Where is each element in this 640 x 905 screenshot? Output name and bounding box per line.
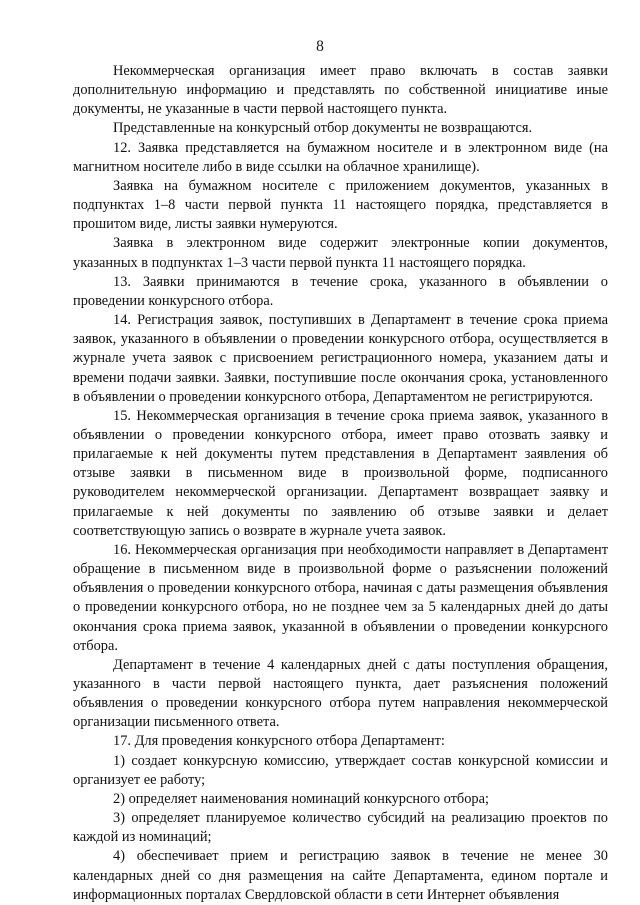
paragraph: 4) обеспечивает прием и регистрацию заявок в течение не менее 30 календарных дней со дня размещения на сайте Департамента, едином портале и информационных порталах Свердловской области в сети Интернет объявления [73,848,608,903]
paragraph: 14. Регистрация заявок, поступивших в Департамент в течение срока приема заявок, указанного в объявлении о проведении конкурсного отбора, осуществляется в журнале учета заявок с присвоением регистрационного номера, указанием даты и времени подачи заявки. Заявки, поступившие после окончания срока, установленного в объявлении о проведении конкурсного отбора, Департаментом не регистрируются. [73,312,608,405]
document-body [73,62,608,905]
paragraph: 2) определяет наименования номинаций конкурсного отбора; [113,790,490,807]
paragraph: Департамент в течение 4 календарных дней с даты поступления обращения, указанного в части первой настоящего пункта, дает разъяснения положений объявления о проведении конкурсного отбора путем направления некоммерческой организации письменного ответа. [73,656,608,731]
paragraph: Заявка в электронном виде содержит электронные копии документов, указанных в подпунктах 1–3 части первой пункта 11 настоящего порядка. [73,235,608,271]
paragraph: Заявка на бумажном носителе с приложением документов, указанных в подпунктах 1–8 части первой пункта 11 настоящего порядка, представляется в прошитом виде, листы заявки нумеруются. [73,177,608,233]
paragraph: 12. Заявка представляется на бумажном носителе и в электронном виде (на магнитном носителе либо в виде ссылки на облачное хранилище). [73,139,608,175]
paragraph: 17. Для проведения конкурсного отбора Департамент: [113,733,445,750]
paragraph: 15. Некоммерческая организация в течение срока приема заявок, указанного в объявлении о проведении конкурсного отбора, имеет право отозвать заявку и прилагаемые к ней документы путем представления в Департамент заявления об отзыве заявки в письменном виде в произвольной форме, подписанного руководителем некоммерческой организации. Департамент возвращает заявку и прилагаемые к ней документы по заявлению об отзыве заявки и делает соответствующую запись о возврате в журнале учета заявок. [73,407,608,539]
paragraph: Некоммерческая организация имеет право включать в состав заявки дополнительную информацию и представлять по собственной инициативе иные документы, не указанные в части первой настоящего пункта. [73,63,608,118]
paragraph: Представленные на конкурсный отбор документы не возвращаются. [113,120,533,137]
paragraph: 3) определяет планируемое количество субсидий на реализацию проектов по каждой из номинаций; [73,810,608,846]
paragraph: 16. Некоммерческая организация при необходимости направляет в Департамент обращение в письменном виде в произвольной форме о разъяснении положений объявления о проведении конкурсного отбора, начиная с даты размещения объявления о проведении конкурсного отбора, но не позднее чем за 5 календарных дней до даты окончания срока приема заявок, указанной в объявлении о проведении конкурсного отбора. [73,541,608,654]
paragraph: 1) создает конкурсную комиссию, утверждает состав конкурсной комиссии и организует ее работу; [73,752,608,788]
page-number: 8 [316,38,324,55]
paragraph: 13. Заявки принимаются в течение срока, указанного в объявлении о проведении конкурсного отбора. [73,273,608,309]
